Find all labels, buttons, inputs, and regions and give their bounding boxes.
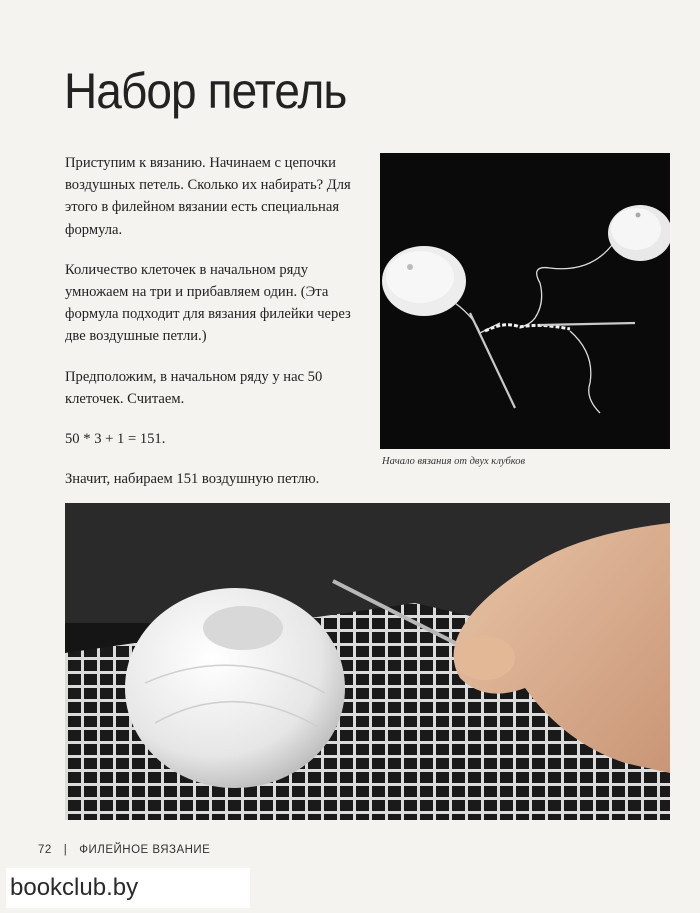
formula: 50 * 3 + 1 = 151. — [65, 431, 166, 448]
yarn-balls-illustration — [380, 153, 670, 449]
photo-hand-crochet — [65, 503, 670, 820]
section-name: ФИЛЕЙНОЕ ВЯЗАНИЕ — [79, 844, 211, 856]
watermark: bookclub.by — [6, 868, 250, 908]
paragraph: Количество клеточек в начальном ряду умножаем на три и прибавляем один. (Эта формула подходит для вязания филейки через две воздушные петли.) — [65, 261, 351, 345]
body-text — [65, 152, 370, 508]
paragraph: Значит, набираем 151 воздушную петлю. — [65, 471, 320, 488]
paragraph: Приступим к вязанию. Начинаем с цепочки воздушных петель. Сколько их набирать? Для этого в филейном вязании есть специальная формула. — [65, 155, 351, 238]
photo-two-yarn-balls — [380, 153, 670, 449]
paragraph: Предположим, в начальном ряду у нас 50 клеточек. Считаем. — [65, 368, 323, 407]
footer-separator: | — [63, 844, 68, 856]
photo-caption: Начало вязания от двух клубков — [382, 456, 526, 467]
page-title: Набор петель — [64, 63, 347, 119]
page-footer — [38, 844, 210, 856]
crochet-hand-illustration — [65, 503, 670, 820]
page-number: 72 — [38, 844, 52, 856]
